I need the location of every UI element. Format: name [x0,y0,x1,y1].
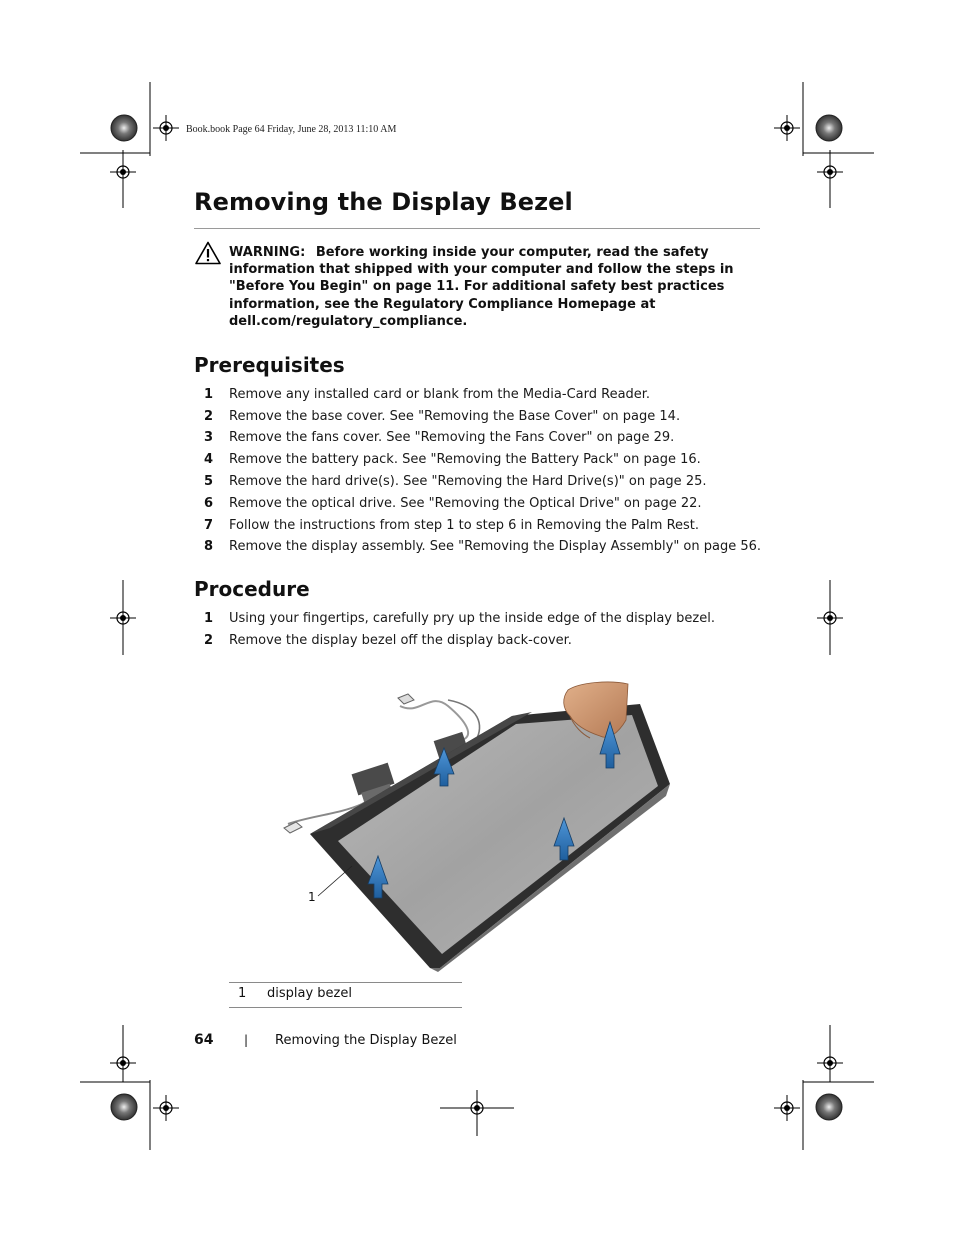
list-item: 1 Remove any installed card or blank from the Media-Card Reader. [203,387,651,402]
caption-top-rule [229,982,462,983]
title-divider [194,228,760,229]
caption-number: 1 [238,986,247,1001]
caption-text: display bezel [267,986,352,1001]
warning-note [229,244,759,330]
page-title: Removing the Display Bezel [194,188,573,216]
procedure-heading: Procedure [194,577,310,601]
color-wheel-mark [111,1094,137,1120]
figure-callout: 1 [308,890,316,904]
color-wheel-mark [816,115,842,141]
list-item: 2 Remove the base cover. See "Removing the Base Cover" on page 14. [203,409,681,424]
list-item: 1 Using your fingertips, carefully pry up the inside edge of the display bezel. [203,611,715,626]
color-wheel-mark [816,1094,842,1120]
list-item: 3 Remove the fans cover. See "Removing the Fans Cover" on page 29. [203,430,675,445]
list-item: 7 Follow the instructions from step 1 to step 6 in Removing the Palm Rest. [203,518,700,533]
warning-icon [195,241,221,265]
print-slug: Book.book Page 64 Friday, June 28, 2013 11:10 AM [186,124,397,135]
warning-text: Before working inside your computer, read the safety information that shipped with your computer and follow the steps in "Before You Begin" on page 11. For additional safety best practices information, see the Regulatory Compliance Homepage at dell.com/regulatory_compliance. [229,245,734,329]
list-item: 4 Remove the battery pack. See "Removing the Battery Pack" on page 16. [203,452,701,467]
list-item: 5 Remove the hard drive(s). See "Removing the Hard Drive(s)" on page 25. [203,474,707,489]
footer-separator: | [244,1033,249,1047]
registration-mark [774,1095,800,1121]
warning-label: WARNING: [229,245,306,260]
page-number: 64 [194,1032,214,1048]
registration-mark [774,115,800,141]
display-bezel-illustration [270,676,690,976]
list-item: 6 Remove the optical drive. See "Removing the Optical Drive" on page 22. [203,496,702,511]
color-wheel-mark [111,115,137,141]
footer-section-title: Removing the Display Bezel [275,1033,457,1048]
registration-mark [153,1095,179,1121]
list-item: 2 Remove the display bezel off the display back-cover. [203,633,572,648]
prerequisites-heading: Prerequisites [194,353,345,377]
registration-mark [153,115,179,141]
list-item: 8 Remove the display assembly. See "Removing the Display Assembly" on page 56. [203,539,762,554]
caption-bottom-rule [229,1007,462,1008]
